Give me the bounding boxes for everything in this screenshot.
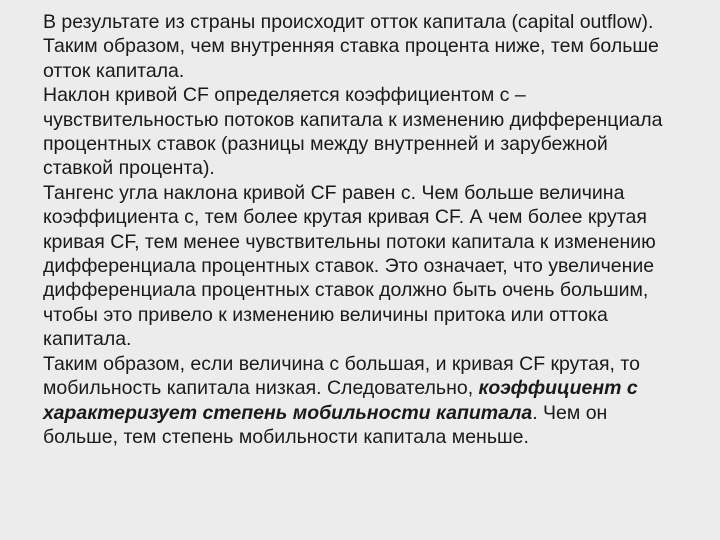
paragraph-capital-outflow: В результате из страны происходит отток капитала (capital outflow). Таким образом, чем внутренняя ставка процента ниже, тем больше отток капитала. [43, 11, 659, 82]
conclusion-emphasis-text: коэффициент с характеризует степень мобильности капитала [43, 377, 638, 424]
text-body [43, 10, 683, 449]
conclusion-tail-text: . Чем он больше, тем степень мобильности капитала меньше. [43, 401, 608, 448]
conclusion-lead-text: Таким образом, если величина с большая, и кривая CF крутая, то мобильность капитала низкая. Следовательно, [43, 352, 640, 400]
paragraph-tangent: Тангенс угла наклона кривой CF равен с. Чем больше величина коэффициента с, тем более крутая кривая CF. А чем более крутая кривая CF, тем менее чувствительны потоки капитала к изменению дифференциала процентных ставок. Это означает, что увеличение дифференциала процентных ставок должно быть очень большим, чтобы это привело к изменению величины притока или оттока капитала. [43, 181, 656, 351]
paragraph-cf-slope: Наклон кривой CF определяется коэффициентом с – чувствительностью потоков капитала к изменению дифференциала процентных ставок (разницы между внутренней и зарубежной ставкой процента). [43, 84, 663, 180]
paragraph-conclusion [43, 352, 683, 450]
